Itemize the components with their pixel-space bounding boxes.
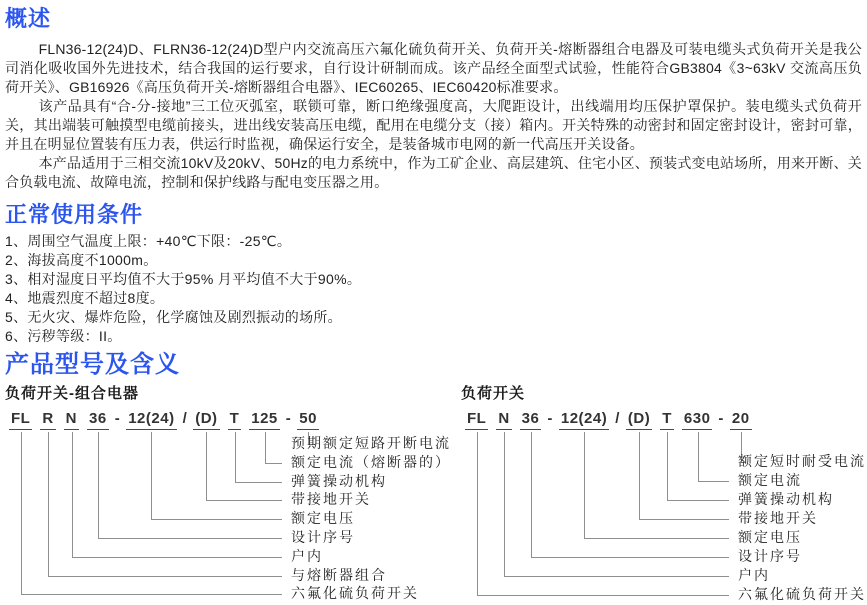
model-token: - — [718, 410, 724, 427]
model-token: / — [615, 410, 620, 427]
model-token: 12(24) — [559, 410, 609, 430]
diagram-load-switch — [461, 382, 866, 602]
model-token: 12(24) — [126, 410, 176, 430]
model-token: 50 — [297, 410, 319, 430]
overview-paragraph-2: 该产品具有“合-分-接地”三工位灭弧室，联锁可靠，断口绝缘强度高，大爬距设计，出线端用均压保护罩保护。装电缆头式负荷开关，其出端装可触摸型电缆前接头，进出线安装高压电缆，配用在电缆分支（接）箱内。开关特殊的动密封和固定密封设计，密封可靠，并且在明显位置装有压力表，供运行时监视，确保运行安全，是装备城市电网的新一代高压开关设备。 — [5, 98, 862, 152]
model-code-row — [5, 410, 461, 430]
model-code-label: 带接地开关 — [291, 491, 371, 508]
conditions-list — [5, 232, 862, 346]
model-code-label: 设计序号 — [291, 529, 355, 545]
model-code-label: 与熔断器组合 — [291, 566, 387, 583]
section-heading-conditions: 正常使用条件 — [5, 202, 144, 227]
model-token: 36 — [87, 410, 109, 430]
overview-paragraph-1: FLN36-12(24)D、FLRN36-12(24)D型户内交流高压六氟化硫负荷开关、负荷开关-熔断器组合电器及可装电缆头式负荷开关是我公司消化吸收国外先进技术，结合我国的运行要求，自行设计研制而成。该产品经全面型式试验，性能符合GB3804《3~63kV 交流高压负荷开关》、GB16926《高压负荷开关-熔断器组合电器》、IEC60265、IEC60420标准要求。 — [5, 41, 862, 95]
model-token: R — [40, 410, 55, 430]
model-token: N — [64, 410, 79, 430]
model-code-label: 户内 — [738, 567, 770, 583]
diagram-subtitle: 负荷开关-组合电器 — [5, 385, 139, 402]
model-code-label: 额定电压 — [738, 529, 802, 545]
model-diagrams — [5, 382, 866, 602]
model-token: T — [660, 410, 674, 430]
model-token: T — [228, 410, 242, 430]
model-token: - — [285, 410, 292, 427]
model-code-label: 额定短时耐受电流 — [738, 453, 866, 469]
model-token: 36 — [520, 410, 542, 430]
model-code-label: 额定电压 — [291, 510, 355, 527]
model-code-label: 六氟化硫负荷开关 — [291, 585, 419, 602]
condition-item-1: 1、周围空气温度上限：+40℃下限：-25℃。 — [5, 233, 292, 249]
model-token: 630 — [682, 410, 713, 430]
model-token: N — [496, 410, 511, 430]
model-token: / — [182, 410, 188, 427]
model-token: FL — [9, 410, 32, 430]
model-code-label: 预期额定短路开断电流 — [291, 435, 451, 451]
overview-paragraph-3: 本产品适用于三相交流10kV及20kV、50Hz的电力系统中，作为工矿企业、高层建筑、住宅小区、预装式变电站场所，用来开断、关合负载电流、故障电流，控制和保护线路与配电变压器之用。 — [5, 155, 862, 190]
condition-item-3: 3、相对湿度日平均值不大于95% 月平均值不大于90%。 — [5, 271, 362, 287]
model-token: 125 — [249, 410, 280, 430]
diagram-subtitle: 负荷开关 — [461, 385, 526, 402]
diagram-switch-fuse-combination — [5, 382, 461, 602]
section-heading-overview: 概述 — [5, 6, 52, 31]
model-code-label: 弹簧操动机构 — [291, 472, 387, 489]
model-token: 20 — [730, 410, 752, 430]
condition-item-5: 5、无火灾、爆炸危险，化学腐蚀及剧烈振动的场所。 — [5, 309, 342, 325]
model-code-label: 设计序号 — [738, 548, 802, 564]
model-code-label: 额定电流（熔断器的） — [291, 453, 451, 470]
condition-item-6: 6、污秽等级：II。 — [5, 328, 122, 344]
model-token: (D) — [626, 410, 652, 430]
model-token: - — [547, 410, 553, 427]
model-token: FL — [465, 410, 488, 430]
condition-item-2: 2、海拔高度不1000m。 — [5, 252, 158, 268]
connector-line — [477, 432, 730, 596]
model-code-row — [461, 410, 862, 430]
model-token: - — [114, 410, 121, 427]
model-code-label: 六氟化硫负荷开关 — [738, 586, 866, 602]
connector-line — [21, 432, 283, 595]
model-token: (D) — [193, 410, 219, 430]
model-code-label: 弹簧操动机构 — [738, 491, 834, 507]
section-heading-models: 产品型号及含义 — [5, 351, 180, 378]
model-code-label: 户内 — [291, 547, 323, 564]
condition-item-4: 4、地震烈度不超过8度。 — [5, 290, 165, 306]
model-code-label: 带接地开关 — [738, 510, 818, 526]
model-code-label: 额定电流 — [738, 472, 802, 488]
